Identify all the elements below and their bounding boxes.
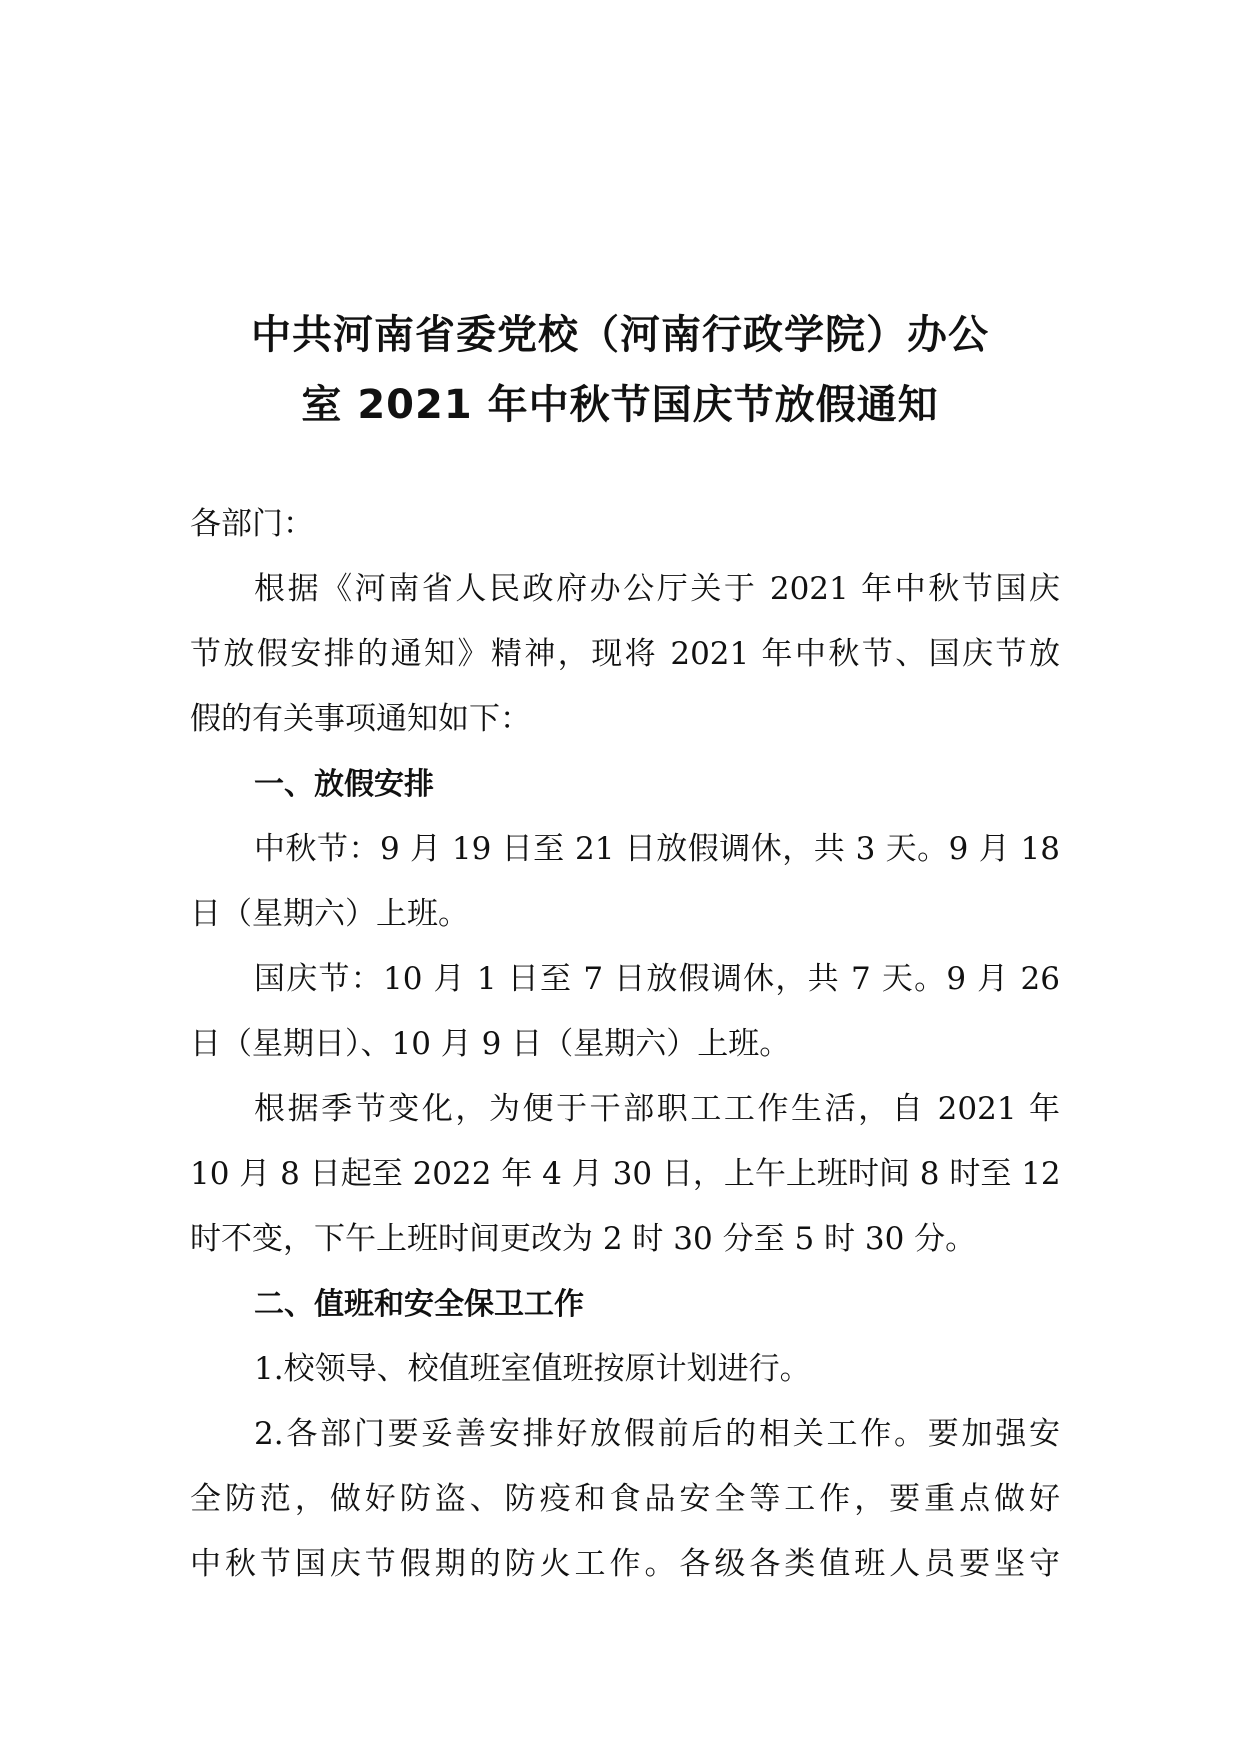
title-line-1: 中共河南省委党校（河南行政学院）办公	[251, 312, 989, 358]
document-title	[160, 300, 1080, 440]
intro-line: 假的有关事项通知如下：	[190, 701, 531, 737]
title-line-2: 室 2021 年中秋节国庆节放假通知	[301, 382, 939, 428]
intro-line: 节放假安排的通知》精神，现将 2021 年中秋节、国庆节放	[190, 636, 1060, 672]
mid-autumn-paragraph	[190, 817, 1060, 947]
schedule-change-paragraph	[190, 1077, 1060, 1272]
duty-item-1: 1.校领导、校值班室值班按原计划进行。	[254, 1351, 811, 1387]
salutation: 各部门：	[190, 506, 314, 542]
schedule-change-line: 根据季节变化，为便于干部职工工作生活，自 2021 年	[254, 1091, 1060, 1127]
mid-autumn-line: 日（星期六）上班。	[190, 896, 469, 932]
duty-item-2-line: 2.各部门要妥善安排好放假前后的相关工作。要加强安	[254, 1416, 1060, 1452]
duty-item-2-line: 全防范，做好防盗、防疫和食品安全等工作，要重点做好	[190, 1481, 1060, 1517]
national-day-paragraph	[190, 947, 1060, 1077]
duty-item-2-line: 中秋节国庆节假期的防火工作。各级各类值班人员要坚守	[190, 1546, 1060, 1582]
intro-paragraph	[190, 557, 1060, 752]
section-heading-holiday-arrangement: 一、放假安排	[254, 767, 434, 802]
section-heading-duty-security: 二、值班和安全保卫工作	[254, 1287, 584, 1322]
schedule-change-line: 时不变，下午上班时间更改为 2 时 30 分至 5 时 30 分。	[190, 1221, 977, 1257]
mid-autumn-line: 中秋节：9 月 19 日至 21 日放假调休，共 3 天。9 月 18	[254, 831, 1060, 867]
schedule-change-line: 10 月 8 日起至 2022 年 4 月 30 日，上午上班时间 8 时至 12	[190, 1156, 1061, 1192]
national-day-line: 国庆节：10 月 1 日至 7 日放假调休，共 7 天。9 月 26	[254, 961, 1060, 997]
duty-item-2-paragraph	[190, 1402, 1060, 1597]
intro-line: 根据《河南省人民政府办公厅关于 2021 年中秋节国庆	[254, 571, 1060, 607]
document-body	[190, 492, 1060, 1597]
national-day-line: 日（星期日）、10 月 9 日（星期六）上班。	[190, 1026, 791, 1062]
